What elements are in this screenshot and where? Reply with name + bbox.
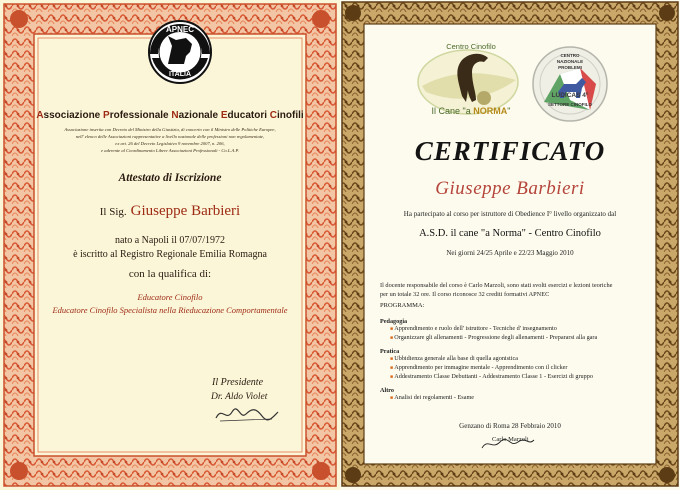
- qualification-1: Educatore Cinofilo: [137, 292, 203, 302]
- president-signature: [212, 404, 282, 424]
- certificate-title: Attestato di Iscrizione: [118, 172, 222, 184]
- seal-line-2: NAZIONALE: [556, 59, 584, 64]
- course-line: Ha partecipato al corso per istruttore di Obedience I° livello organizzato dal: [403, 210, 617, 218]
- program-item-text: Ubbidienza generale alla base di quella agonistica: [394, 355, 518, 362]
- program-item-text: Addestramento Classe Debuttanti - Addestramento Classe 1 - Esercizi di gruppo: [394, 373, 593, 380]
- course-dates: Nei giorni 24/25 Aprile e 22/23 Maggio 2010: [446, 249, 574, 257]
- program-sections: [380, 318, 597, 403]
- logo-top-label: Centro Cinofilo: [446, 42, 496, 51]
- seal-bottom: SETTORE CINOFILO: [548, 102, 592, 107]
- registry-info: è iscritto al Registro Regionale Emilia Romagna: [73, 249, 267, 260]
- recipient-name: Giuseppe Barbieri: [435, 178, 585, 199]
- logo-top-text: APNEC: [165, 25, 195, 34]
- association-word: azionale: [178, 110, 221, 121]
- apnec-logo: [146, 16, 214, 88]
- association-word: ssociazione: [43, 110, 104, 121]
- bullet-icon: ■: [390, 375, 395, 380]
- program-section-heading: Pratica: [380, 348, 400, 355]
- obedience-certificate: [340, 0, 680, 490]
- birth-info: nato a Napoli il 07/07/1972: [115, 235, 225, 246]
- program-item: [380, 334, 597, 343]
- bullet-icon: ■: [390, 327, 395, 332]
- president-title: Il Presidente: [212, 377, 264, 388]
- program-item-text: Apprendimento per immagine mentale - Apprendimento con il clicker: [394, 364, 568, 371]
- bullet-icon: ■: [390, 357, 395, 362]
- centro-cinofilo-logo: [412, 40, 530, 125]
- association-name: [0, 110, 340, 121]
- program-item: [380, 325, 597, 334]
- program-item: [380, 364, 597, 373]
- teacher-info: Il docente responsabile del corso è Carlo Marzoli, sono stati svolti esercizi e lezioni teoriche per un totale 32 ore. Il corso riconosce 32 crediti formativi APNEC: [380, 282, 613, 298]
- seal-ribbon: LUDICAS 4°: [551, 92, 589, 99]
- certificate-title: CERTIFICATO: [414, 136, 606, 166]
- fine-print: Associazione inserita con Decreto del Ministro della Giustizia, di concerto con il Ministro delle Politiche Europee, nell' elenco delle Associazioni rappresentative a livello nazionale delle professioni non regolamentate, ex art. 26 del Decreto Legislativo 9 novembre 2007, n. 206, e aderente al Coordinamento Libere Associazioni Professionali - Co.L.A.P.: [64, 127, 276, 153]
- holder-line: [0, 202, 340, 220]
- bullet-icon: ■: [390, 396, 395, 401]
- program-label: PROGRAMMA:: [380, 302, 425, 309]
- signer-name: Carlo Marzoli: [492, 436, 529, 443]
- program-section-heading: Pedagogia: [380, 318, 408, 325]
- association-initial: A: [36, 110, 44, 121]
- association-initial: N: [171, 110, 179, 121]
- association-initial: C: [269, 110, 278, 121]
- salutation: Il Sig.: [99, 206, 127, 218]
- association-word: rofessionale: [109, 110, 172, 121]
- bullet-icon: ■: [390, 366, 395, 371]
- bullet-icon: ■: [390, 336, 395, 341]
- qualification-2: Educatore Cinofilo Specialista nella Rieducazione Comportamentale: [52, 305, 288, 315]
- program-item: [380, 355, 597, 364]
- president-name: Dr. Aldo Violet: [211, 392, 268, 402]
- signer-signature: [478, 434, 538, 452]
- association-initial: P: [103, 110, 110, 121]
- program-item-text: Organizzare gli allenamenti - Progressione degli allenamenti - Prepararsi alla gara: [394, 334, 598, 341]
- program-item-text: Analisi dei regolamenti - Esame: [394, 394, 475, 401]
- program-item: [380, 373, 597, 382]
- program-item: [380, 394, 597, 403]
- logo-bottom-label: Il Cane "a NORMA": [431, 106, 511, 116]
- program-section-heading: Altro: [380, 387, 394, 394]
- program-item-text: Apprendimento e ruolo dell' istruttore - Tecniche d' insegnamento: [394, 325, 557, 332]
- seal-line-1: CENTRO: [560, 53, 580, 58]
- holder-name: Giuseppe Barbieri: [130, 203, 241, 219]
- cnp-seal: [530, 44, 610, 124]
- seal-line-3: PROBLEMI: [558, 65, 582, 70]
- association-initial: E: [220, 110, 228, 121]
- organizer: A.S.D. il cane "a Norma" - Centro Cinofilo: [419, 228, 601, 239]
- association-word: ducatori: [227, 110, 270, 121]
- place-date: Genzano di Roma 28 Febbraio 2010: [459, 422, 561, 430]
- association-word: inofili: [277, 110, 304, 121]
- logo-bottom-text: ITALIA: [168, 71, 192, 78]
- qualification-intro: con la qualifica di:: [128, 268, 212, 280]
